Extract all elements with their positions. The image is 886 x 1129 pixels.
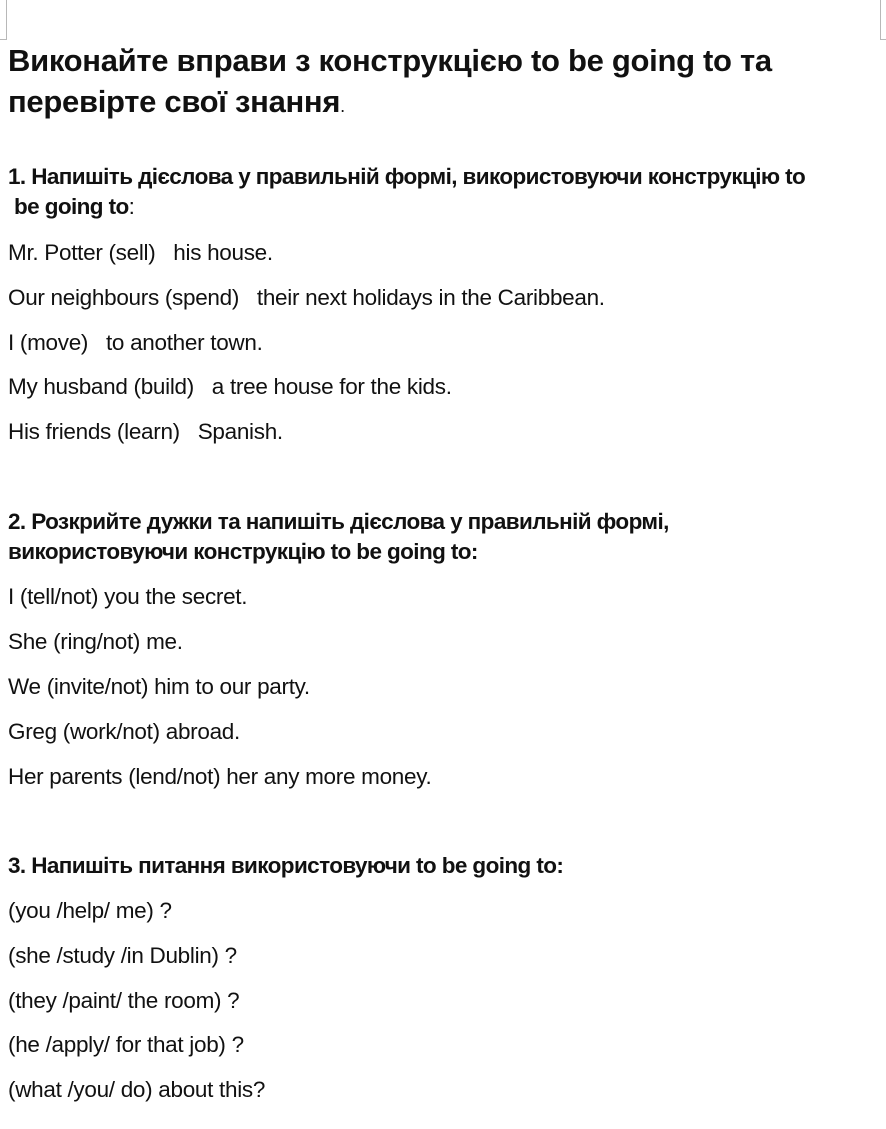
margin-corner-mark-left (6, 0, 7, 40)
task1-heading-line2-text: be going to (14, 194, 129, 219)
task1-item-4: My husband (build) a tree house for the kids. (8, 374, 452, 399)
task3-item-2: (she /study /in Dublin) ? (8, 943, 237, 968)
page-title-period: . (340, 96, 345, 116)
task1-item-2: Our neighbours (spend) their next holidays in the Caribbean. (8, 285, 605, 310)
task2-heading (8, 507, 884, 567)
task3-heading: 3. Напишіть питання використовуючи to be going to: (8, 853, 564, 878)
margin-corner-mark-right (880, 0, 881, 40)
task2-heading-line1: 2. Розкрийте дужки та напишіть дієслова у правильній формі, (8, 509, 669, 534)
task1-heading-line1: 1. Напишіть дієслова у правильній формі, використовуючи конструкцію to (8, 164, 806, 189)
task1-heading-colon: : (128, 194, 135, 219)
page-title-text: Виконайте вправи з конструкцією to be going to та перевірте свої знання (8, 43, 772, 119)
task1-item-5: His friends (learn) Spanish. (8, 419, 283, 444)
task2-item-2: She (ring/not) me. (8, 629, 183, 654)
task1-heading-line2 (8, 192, 884, 222)
task2-item-1: I (tell/not) you the secret. (8, 584, 248, 609)
task1-item-1: Mr. Potter (sell) his house. (8, 240, 273, 265)
task2-heading-line2: використовуючи конструкцію to be going to: (8, 539, 478, 564)
task2-item-3: We (invite/not) him to our party. (8, 674, 310, 699)
task2-item-5: Her parents (lend/not) her any more money. (8, 764, 432, 789)
task3-item-5: (what /you/ do) about this? (8, 1077, 266, 1102)
task2-item-4: Greg (work/not) abroad. (8, 719, 240, 744)
task1-item-3: I (move) to another town. (8, 330, 263, 355)
margin-corner-mark-right-horizontal (880, 39, 886, 40)
task3-item-4: (he /apply/ for that job) ? (8, 1032, 244, 1057)
task3-item-3: (they /paint/ the room) ? (8, 988, 240, 1013)
margin-corner-mark-left-horizontal (0, 39, 7, 40)
task3-item-1: (you /help/ me) ? (8, 898, 172, 923)
page-title (8, 40, 878, 127)
task1-heading (8, 162, 884, 222)
